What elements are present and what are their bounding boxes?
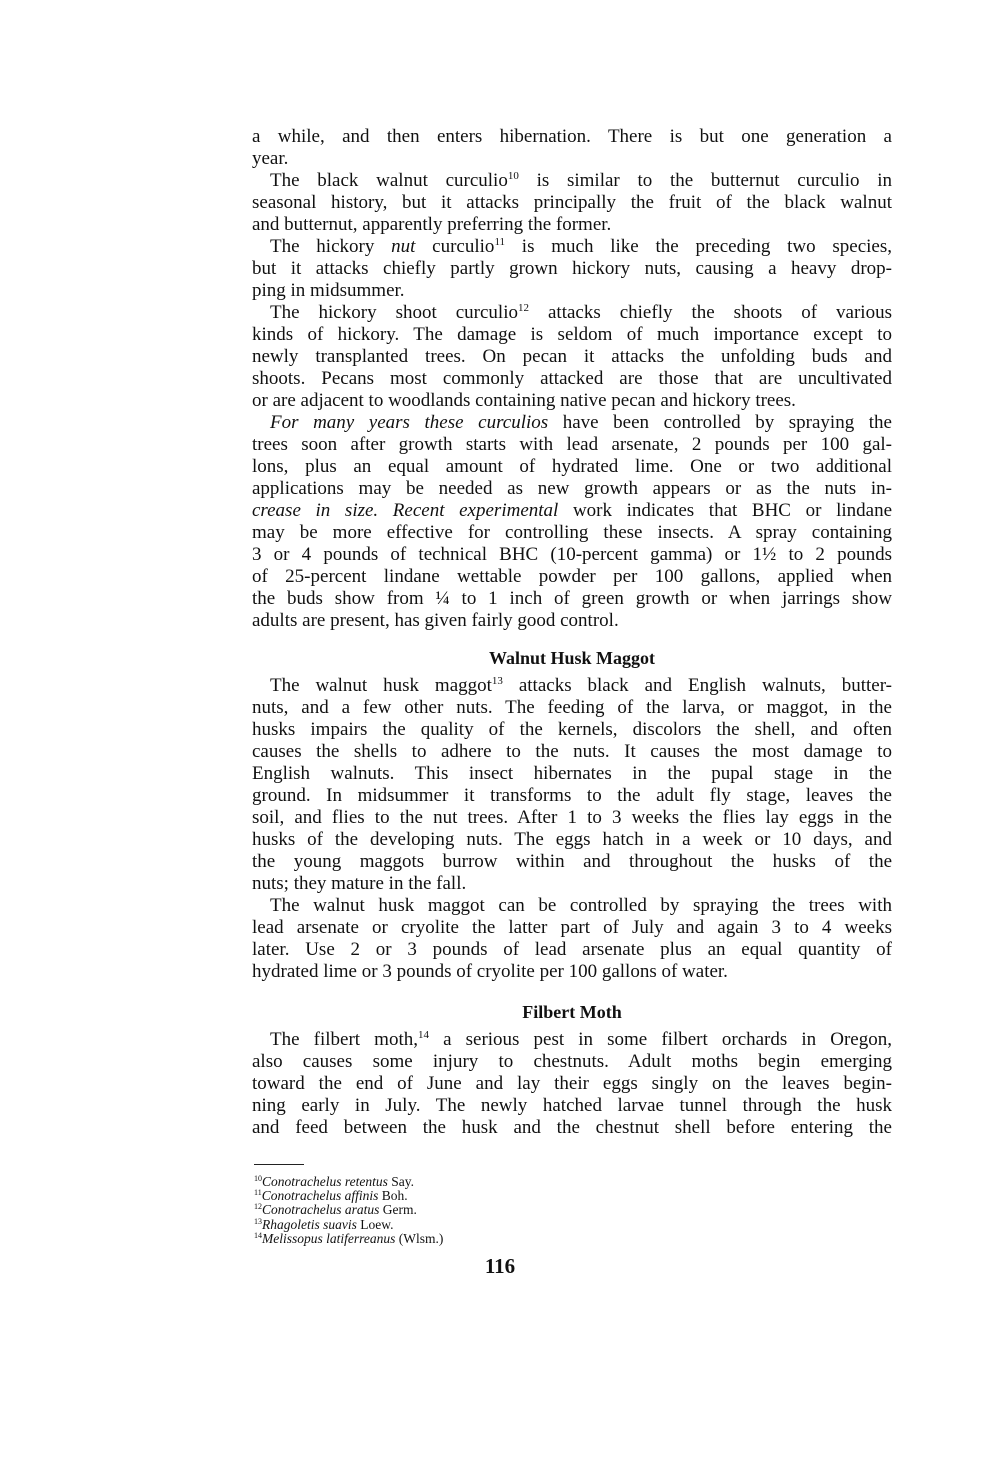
footnote-number: 13 — [254, 1216, 262, 1226]
text-segment: a serious pest in some filbert orchards in Oregon, — [428, 1029, 892, 1050]
text-line: lons, plus an equal amount of hydrated lime. One or two additional — [252, 456, 892, 477]
text-line: a while, and then enters hibernation. There is but one generation a — [252, 126, 892, 147]
text-line: and feed between the husk and the chestnut shell before entering the — [252, 1117, 892, 1138]
text-line: or are adjacent to woodlands containing native pecan and hickory trees. — [252, 390, 796, 411]
text-line — [252, 302, 892, 324]
text-column — [252, 126, 892, 1139]
footnote-number: 11 — [254, 1188, 262, 1198]
paragraph — [252, 302, 892, 412]
paragraph — [252, 412, 892, 632]
text-line — [252, 236, 892, 258]
text-line: the young maggots burrow within and throughout the husks of the — [252, 851, 892, 872]
text-line: ground. In midsummer it transforms to the adult fly stage, leaves the — [252, 785, 892, 806]
text-line: year. — [252, 148, 289, 169]
text-segment: nut — [391, 236, 416, 257]
paragraph — [252, 675, 892, 895]
footnote — [254, 1218, 854, 1232]
text-line — [252, 412, 892, 434]
footnotes — [254, 1175, 854, 1246]
text-line: adults are present, has given fairly good control. — [252, 610, 619, 631]
text-line: also causes some injury to chestnuts. Adult moths begin emerging — [252, 1051, 892, 1072]
text-segment: The hickory — [270, 236, 392, 257]
footnote-number: 10 — [254, 1174, 262, 1183]
page-number: 116 — [484, 1254, 516, 1278]
text-line — [252, 675, 892, 697]
text-line: later. Use 2 or 3 pounds of lead arsenate plus an equal quantity of — [252, 939, 892, 960]
text-line: ping in midsummer. — [252, 280, 405, 301]
text-segment: is much like the preceding two species, — [505, 236, 893, 257]
species-name: Melissopus latiferreanus — [262, 1230, 396, 1246]
paragraph — [252, 126, 892, 170]
species-author: (Wlsm.) — [395, 1230, 444, 1246]
text-line — [252, 1029, 892, 1051]
text-line: newly transplanted trees. On pecan it attacks the unfolding buds and — [252, 346, 892, 367]
paragraph — [252, 895, 892, 983]
text-segment: crease in size. Recent experimental — [252, 500, 559, 521]
footnote-ref: 14 — [417, 1029, 429, 1041]
footnote-number: 14 — [254, 1230, 262, 1240]
text-line: 3 or 4 pounds of technical BHC (10-percent gamma) or 1½ to 2 pounds — [252, 544, 892, 565]
text-line: trees soon after growth starts with lead arsenate, 2 pounds per 100 gal- — [252, 434, 892, 455]
species-author: Loew. — [356, 1216, 394, 1232]
text-line: husks of the developing nuts. The eggs hatch in a week or 10 days, and — [252, 829, 892, 850]
heading-walnut-husk-maggot: Walnut Husk Maggot — [488, 648, 656, 668]
text-line: but it attacks chiefly partly grown hickory nuts, causing a heavy drop- — [252, 258, 892, 279]
text-line: seasonal history, but it attacks principally the fruit of the black walnut — [252, 192, 892, 213]
text-segment: work indicates that BHC or lindane — [558, 500, 892, 521]
section-curculios — [252, 126, 892, 632]
footnote — [254, 1232, 854, 1246]
text-line: toward the end of June and lay their eggs singly on the leaves begin- — [252, 1073, 892, 1094]
text-segment: have been controlled by spraying the — [548, 412, 892, 433]
text-line: may be more effective for controlling these insects. A spray containing — [252, 522, 892, 543]
footnote-ref: 11 — [494, 236, 506, 248]
text-line: kinds of hickory. The damage is seldom of much importance except to — [252, 324, 892, 345]
text-segment: attacks black and English walnuts, butter- — [502, 675, 892, 696]
text-line: nuts, and a few other nuts. The feeding of the larva, or maggot, in the — [252, 697, 892, 718]
text-line — [252, 170, 892, 192]
text-segment: The filbert moth, — [270, 1029, 418, 1050]
text-line: shoots. Pecans most commonly attacked are those that are uncultivated — [252, 368, 892, 389]
text-line: husks impairs the quality of the kernels, discolors the shell, and often — [252, 719, 892, 740]
species-name: Conotrachelus retentus — [262, 1174, 388, 1189]
text-line: English walnuts. This insect hibernates in the pupal stage in the — [252, 763, 892, 784]
species-name: Conotrachelus affinis — [261, 1188, 379, 1204]
footnote — [254, 1175, 854, 1189]
paragraph — [252, 170, 892, 236]
footnote — [254, 1189, 854, 1203]
heading-filbert-moth: Filbert Moth — [522, 1002, 622, 1022]
section-walnut-husk-maggot — [252, 675, 892, 983]
footnote-divider — [254, 1164, 304, 1165]
text-line: applications may be needed as new growth appears or as the nuts in- — [252, 478, 892, 499]
text-segment: The hickory shoot curculio — [270, 302, 518, 323]
text-line: nuts; they mature in the fall. — [252, 873, 467, 894]
text-line — [252, 500, 892, 522]
text-line: causes the shells to adhere to the nuts. It causes the most damage to — [252, 741, 892, 762]
species-name: Conotrachelus aratus — [262, 1202, 380, 1218]
text-segment: curculio — [415, 236, 495, 257]
footnote-ref: 10 — [507, 170, 519, 182]
text-segment: For many years these curculios — [270, 412, 549, 433]
text-segment: is similar to the butternut curculio in — [518, 170, 893, 191]
section-filbert-moth — [252, 1029, 892, 1139]
text-line: ning early in July. The newly hatched larvae tunnel through the husk — [252, 1095, 892, 1116]
footnote — [254, 1203, 854, 1217]
footnote-ref: 13 — [491, 675, 503, 687]
species-author: Germ. — [379, 1202, 417, 1218]
text-line: the buds show from ¼ to 1 inch of green growth or when jarrings show — [252, 588, 892, 609]
footnote-number: 12 — [254, 1202, 262, 1212]
text-line: The walnut husk maggot can be controlled by spraying the trees with — [270, 895, 892, 916]
text-segment: attacks chiefly the shoots of various — [528, 302, 892, 323]
paragraph — [252, 236, 892, 302]
footnote-ref: 12 — [517, 302, 529, 314]
paragraph — [252, 1029, 892, 1139]
species-author: Say. — [387, 1174, 414, 1189]
text-line: and butternut, apparently preferring the former. — [252, 214, 612, 235]
text-segment: The walnut husk maggot — [270, 675, 492, 696]
text-line: soil, and flies to the nut trees. After 1 to 3 weeks the flies lay eggs in the — [252, 807, 892, 828]
text-line: of 25-percent lindane wettable powder per 100 gallons, applied when — [252, 566, 892, 587]
species-author: Boh. — [378, 1188, 408, 1204]
text-line: hydrated lime or 3 pounds of cryolite per 100 gallons of water. — [252, 961, 728, 982]
text-segment: The black walnut curculio — [270, 170, 508, 191]
species-name: Rhagoletis suavis — [262, 1216, 357, 1232]
text-line: lead arsenate or cryolite the latter part of July and again 3 to 4 weeks — [252, 917, 892, 938]
